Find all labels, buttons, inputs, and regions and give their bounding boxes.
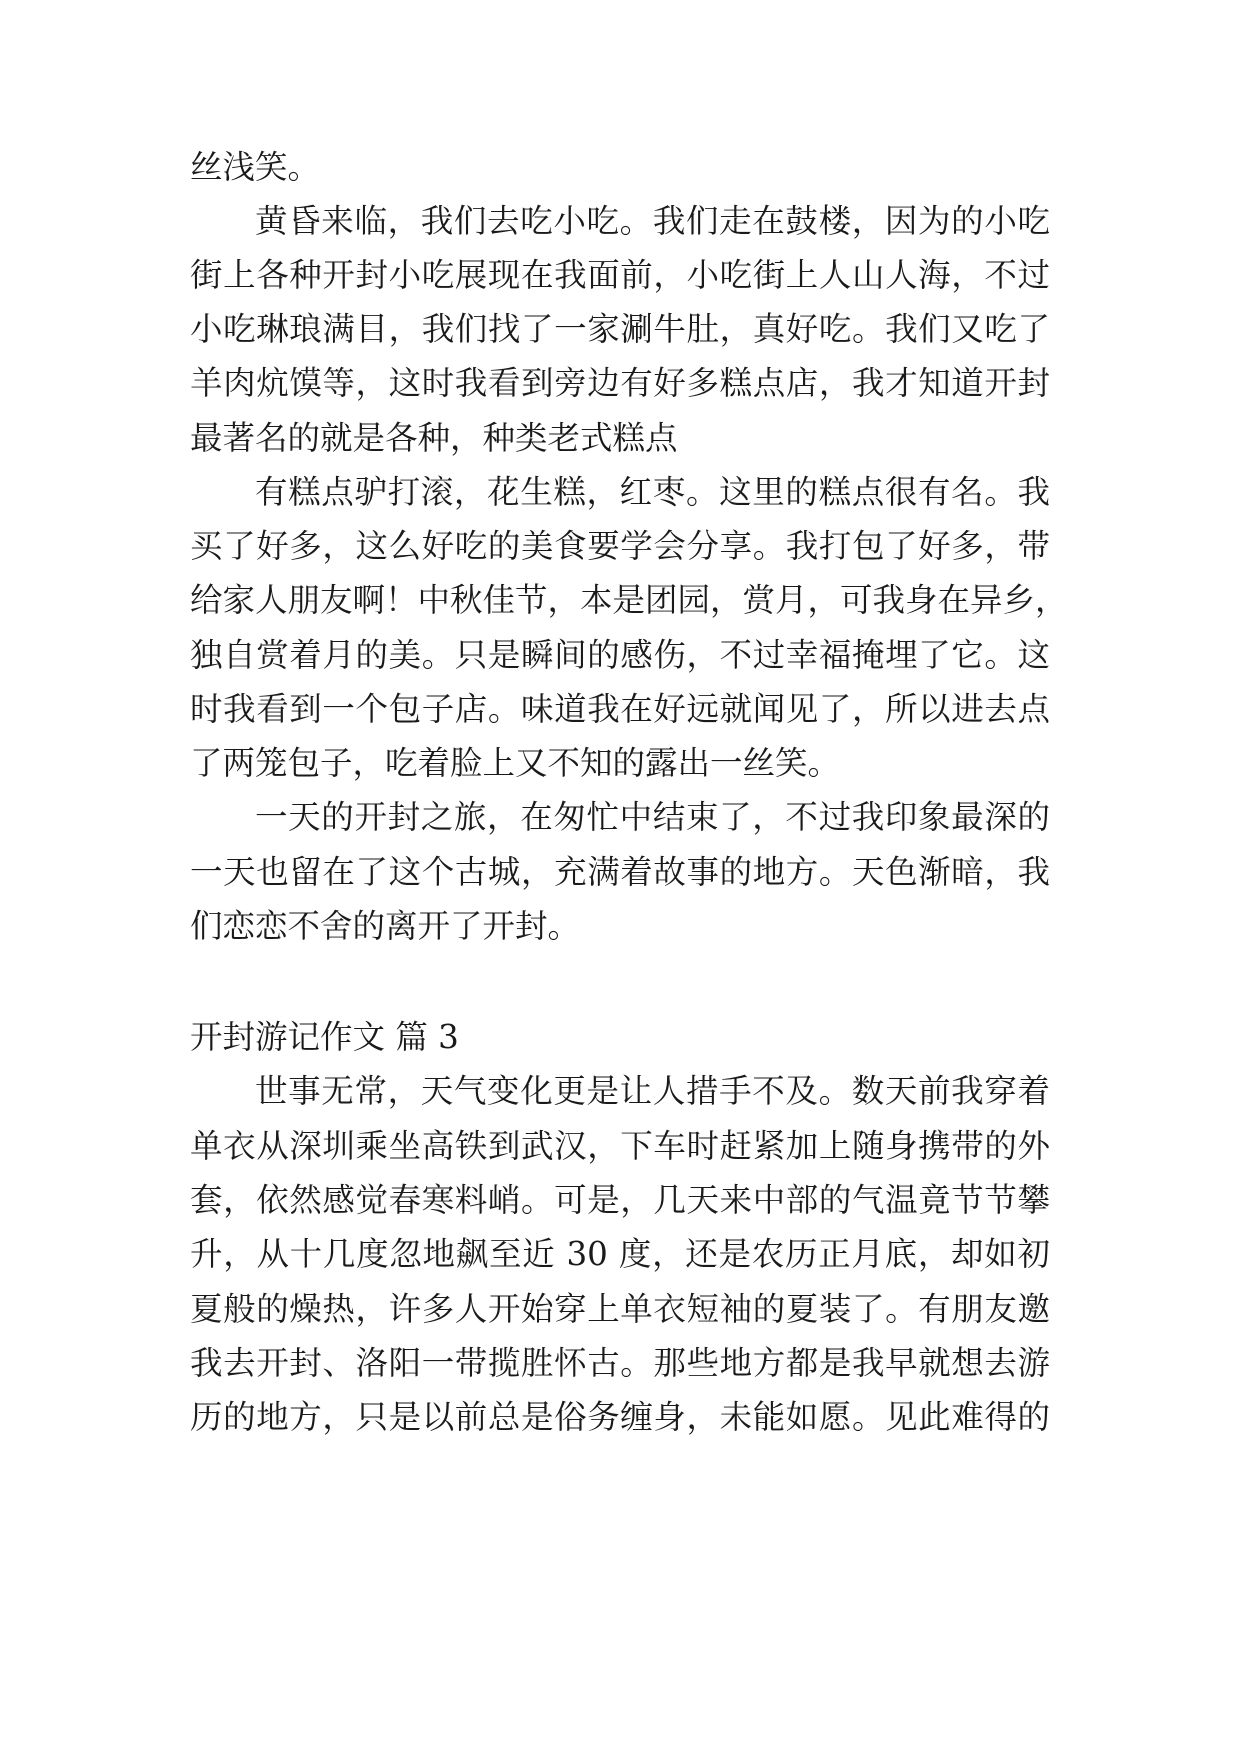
paragraph-first-line: 黄昏来临，我们去吃小吃。我们走在鼓楼，因为的小吃 xyxy=(255,202,1050,240)
text-line: 单衣从深圳乘坐高铁到武汉，下车时赶紧加上随身携带的外 xyxy=(190,1127,1050,1165)
text-line: 最著名的就是各种，种类老式糕点 xyxy=(190,419,678,457)
text-line: 历的地方，只是以前总是俗务缠身，未能如愿。见此难得的 xyxy=(190,1398,1050,1436)
paragraph-first-line: 有糕点驴打滚，花生糕，红枣。这里的糕点很有名。我 xyxy=(255,473,1050,511)
text-line: 羊肉炕馍等，这时我看到旁边有好多糕点店，我才知道开封 xyxy=(190,364,1050,402)
text-line: 给家人朋友啊！中秋佳节，本是团园，赏月，可我身在异乡， xyxy=(190,581,1068,619)
paragraph-first-line: 世事无常，天气变化更是让人措手不及。数天前我穿着 xyxy=(255,1072,1050,1110)
section-heading: 开封游记作文 篇 3 xyxy=(190,1018,459,1056)
paragraph-first-line: 一天的开封之旅，在匆忙中结束了，不过我印象最深的 xyxy=(255,798,1050,836)
text-line: 街上各种开封小吃展现在我面前，小吃街上人山人海，不过 xyxy=(190,256,1050,294)
text-line: 一天也留在了这个古城，充满着故事的地方。天色渐暗，我 xyxy=(190,853,1050,891)
text-line: 升，从十几度忽地飙至近 30 度，还是农历正月底，却如初 xyxy=(190,1235,1050,1273)
text-line: 时我看到一个包子店。味道我在好远就闻见了，所以进去点 xyxy=(190,690,1050,728)
text-line: 买了好多，这么好吃的美食要学会分享。我打包了好多，带 xyxy=(190,527,1050,565)
text-line: 了两笼包子，吃着脸上又不知的露出一丝笑。 xyxy=(190,744,841,782)
text-line: 丝浅笑。 xyxy=(190,148,321,186)
text-line: 套，依然感觉春寒料峭。可是，几天来中部的气温竟节节攀 xyxy=(190,1181,1050,1219)
text-line: 小吃琳琅满目，我们找了一家涮牛肚，真好吃。我们又吃了 xyxy=(190,310,1050,348)
text-line: 夏般的燥热，许多人开始穿上单衣短袖的夏装了。有朋友邀 xyxy=(190,1290,1050,1328)
text-line: 们恋恋不舍的离开了开封。 xyxy=(190,907,581,945)
text-line: 我去开封、洛阳一带揽胜怀古。那些地方都是我早就想去游 xyxy=(190,1344,1050,1382)
text-line: 独自赏着月的美。只是瞬间的感伤，不过幸福掩埋了它。这 xyxy=(190,636,1050,674)
